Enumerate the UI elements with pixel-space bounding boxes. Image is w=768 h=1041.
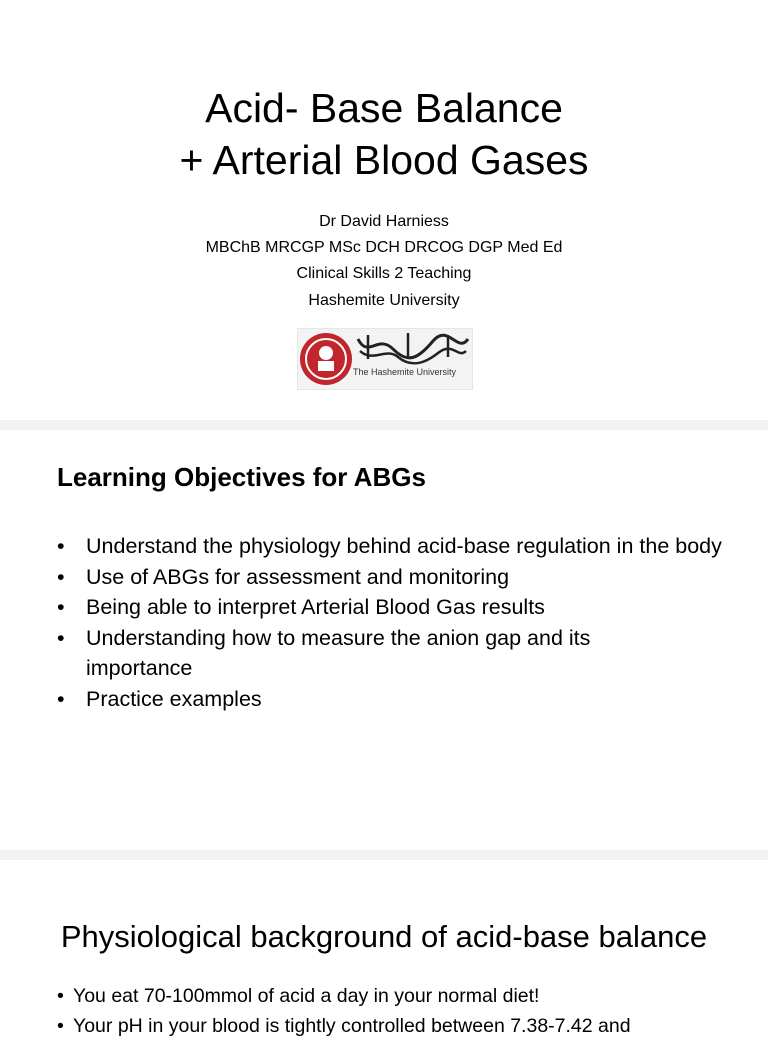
course-name: Clinical Skills 2 Teaching [296,265,472,282]
objectives-list [57,531,747,714]
objectives-heading: Learning Objectives for ABGs [57,462,426,492]
list-item: • Being able to interpret Arterial Blood Gas results [57,592,747,623]
author-credentials: MBChB MRCGP MSc DCH DRCOG DGP Med Ed [205,239,563,256]
list-item: • You eat 70-100mmol of acid a day in your normal diet! [57,981,747,1011]
list-item: • Your pH in your blood is tightly controlled between 7.38-7.42 and [57,1011,747,1041]
slide-title-line-2: + Arterial Blood Gases [179,137,589,183]
list-item: • Understanding how to measure the anion gap and its importance [57,623,747,684]
university-seal-icon [298,329,472,389]
title-slide [0,0,768,420]
list-item: • Use of ABGs for assessment and monitoring [57,562,747,593]
author-name: Dr David Harniess [319,213,449,230]
list-item: • Practice examples [57,684,747,715]
slide-title-line-1: Acid- Base Balance [205,85,563,131]
physiology-list [57,981,747,1041]
university-logo [297,328,473,390]
list-item: • Understand the physiology behind acid-base regulation in the body [57,531,747,562]
institution-name: Hashemite University [308,292,460,309]
slide-divider [0,850,768,860]
slide-divider [0,420,768,430]
logo-caption: The Hashemite University [353,367,457,377]
physiology-title: Physiological background of acid-base balance [60,919,708,954]
